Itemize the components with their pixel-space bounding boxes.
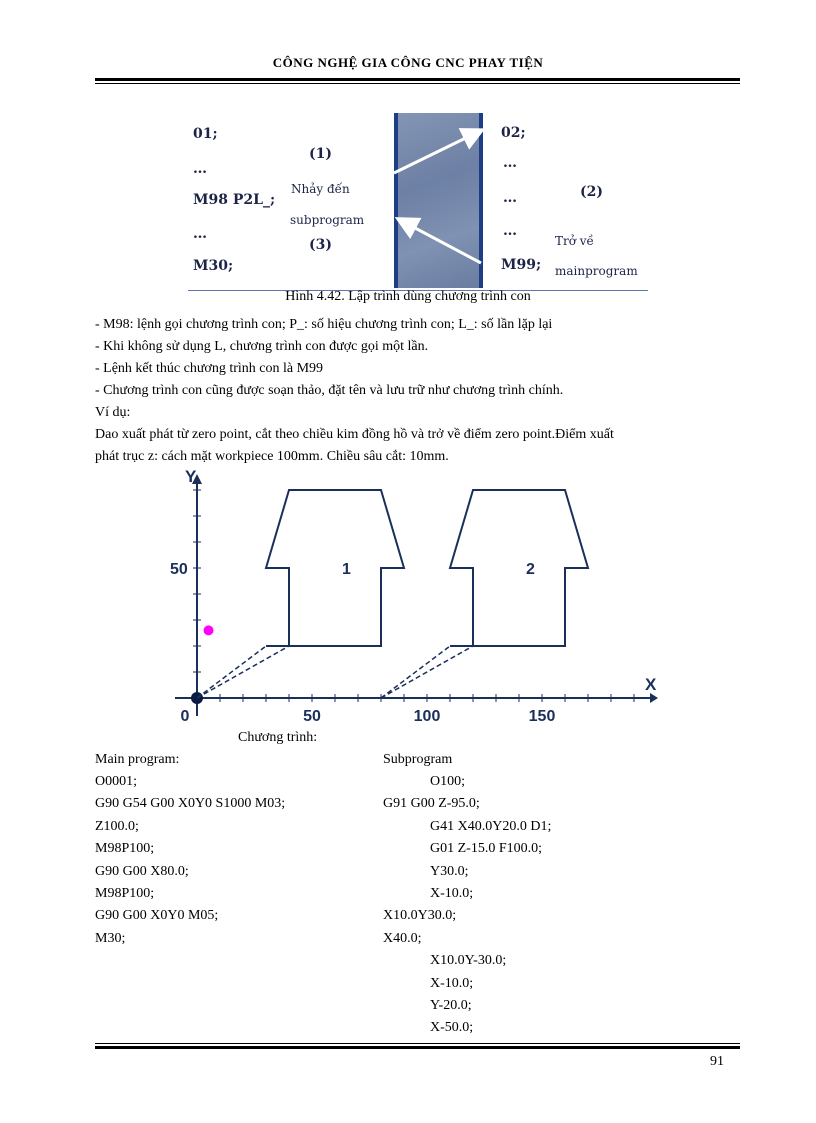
label-jump: Nhảy đến (291, 182, 350, 196)
body-line-7: phát trục z: cách mặt workpiece 100mm. Chiều sâu cắt: 10mm. (95, 449, 449, 464)
shape-label: 2 (526, 561, 535, 578)
sub-line: Y30.0; (430, 863, 469, 879)
x-tick-label: 150 (528, 708, 556, 723)
sub-line: X-10.0; (430, 886, 474, 901)
left-line-2: … (193, 161, 207, 177)
right-line-5: M99; (501, 257, 542, 273)
right-line-2: … (503, 155, 517, 171)
sub-line: Y-20.0; (430, 998, 472, 1013)
main-line: M30; (95, 930, 126, 946)
label-return: Trở về (555, 234, 594, 248)
shape-label: 1 (342, 561, 351, 578)
x-tick-label: 0 (180, 708, 190, 723)
chart-background (165, 466, 662, 723)
body-line-6: Dao xuất phát từ zero point, cắt theo chiều kim đồng hồ và trở về điểm zero point.Điểm xuất (95, 427, 614, 442)
right-line-4: … (503, 223, 517, 239)
sub-line: X10.0Y-30.0; (430, 953, 507, 969)
body-line-4: - Chương trình con cũng được soạn thảo, đặt tên và lưu trữ như chương trình chính. (95, 383, 564, 398)
sub-line: X-50.0; (430, 1020, 474, 1036)
program-caption: Chương trình: (238, 730, 318, 745)
main-line: G90 G54 G00 X0Y0 S1000 M03; (95, 796, 286, 812)
header-rule (95, 78, 740, 81)
label-subprogram: subprogram (290, 213, 365, 227)
x-axis-label: X (645, 675, 657, 694)
body-line-2: - Khi không sử dụng L, chương trình con được gọi một lần. (95, 339, 429, 354)
sub-title: Subprogram (383, 752, 453, 767)
sub-line: G91 G00 Z-95.0; (383, 796, 480, 812)
left-line-3: M98 P2L_; (193, 192, 276, 208)
sub-line: X40.0; (383, 930, 422, 946)
sub-line: X10.0Y30.0; (383, 908, 457, 924)
marker-dot (204, 625, 214, 635)
x-tick-label: 50 (303, 708, 321, 723)
label-one: (1) (309, 146, 332, 162)
subprogram-figure (188, 113, 648, 291)
left-line-1: 01; (193, 126, 218, 142)
sub-line: O100; (430, 774, 465, 789)
body-line-5: Ví dụ: (95, 405, 131, 420)
header-rule-thin (95, 83, 740, 84)
y-tick-label: 50 (170, 561, 188, 578)
main-line: G90 G00 X80.0; (95, 863, 189, 879)
footer-rule (95, 1046, 740, 1049)
sub-line: G01 Z-15.0 F100.0; (430, 841, 542, 857)
sub-line: X-10.0; (430, 975, 474, 991)
main-line: Z100.0; (95, 818, 139, 834)
body-line-1: - M98: lệnh gọi chương trình con; P_: số hiệu chương trình con; L_: số lần lặp lại (95, 317, 553, 332)
main-line: O0001; (95, 774, 137, 789)
label-two: (2) (580, 184, 603, 200)
main-line: G90 G00 X0Y0 M05; (95, 908, 219, 924)
page-number: 91 (710, 1054, 724, 1069)
left-line-4: … (193, 226, 207, 242)
toolpath-svg (165, 466, 662, 723)
left-line-5: M30; (193, 258, 234, 274)
main-title: Main program: (95, 752, 180, 767)
y-axis-label: Y (185, 467, 197, 486)
body-line-3: - Lệnh kết thúc chương trình con là M99 (95, 361, 324, 376)
figure-caption: Hình 4.42. Lập trình dùng chương trình con (285, 289, 531, 304)
right-line-3: … (503, 190, 517, 206)
label-mainprogram: mainprogram (555, 264, 638, 278)
header-title: CÔNG NGHỆ GIA CÔNG CNC PHAY TIỆN (272, 55, 544, 70)
x-tick-label: 100 (413, 708, 441, 723)
sub-line: G41 X40.0Y20.0 D1; (430, 818, 552, 834)
toolpath-chart (165, 466, 662, 723)
label-three: (3) (309, 237, 332, 253)
footer-rule-thin (95, 1043, 740, 1044)
main-line: M98P100; (95, 841, 155, 857)
main-line: M98P100; (95, 886, 155, 901)
right-line-1: 02; (501, 125, 526, 141)
